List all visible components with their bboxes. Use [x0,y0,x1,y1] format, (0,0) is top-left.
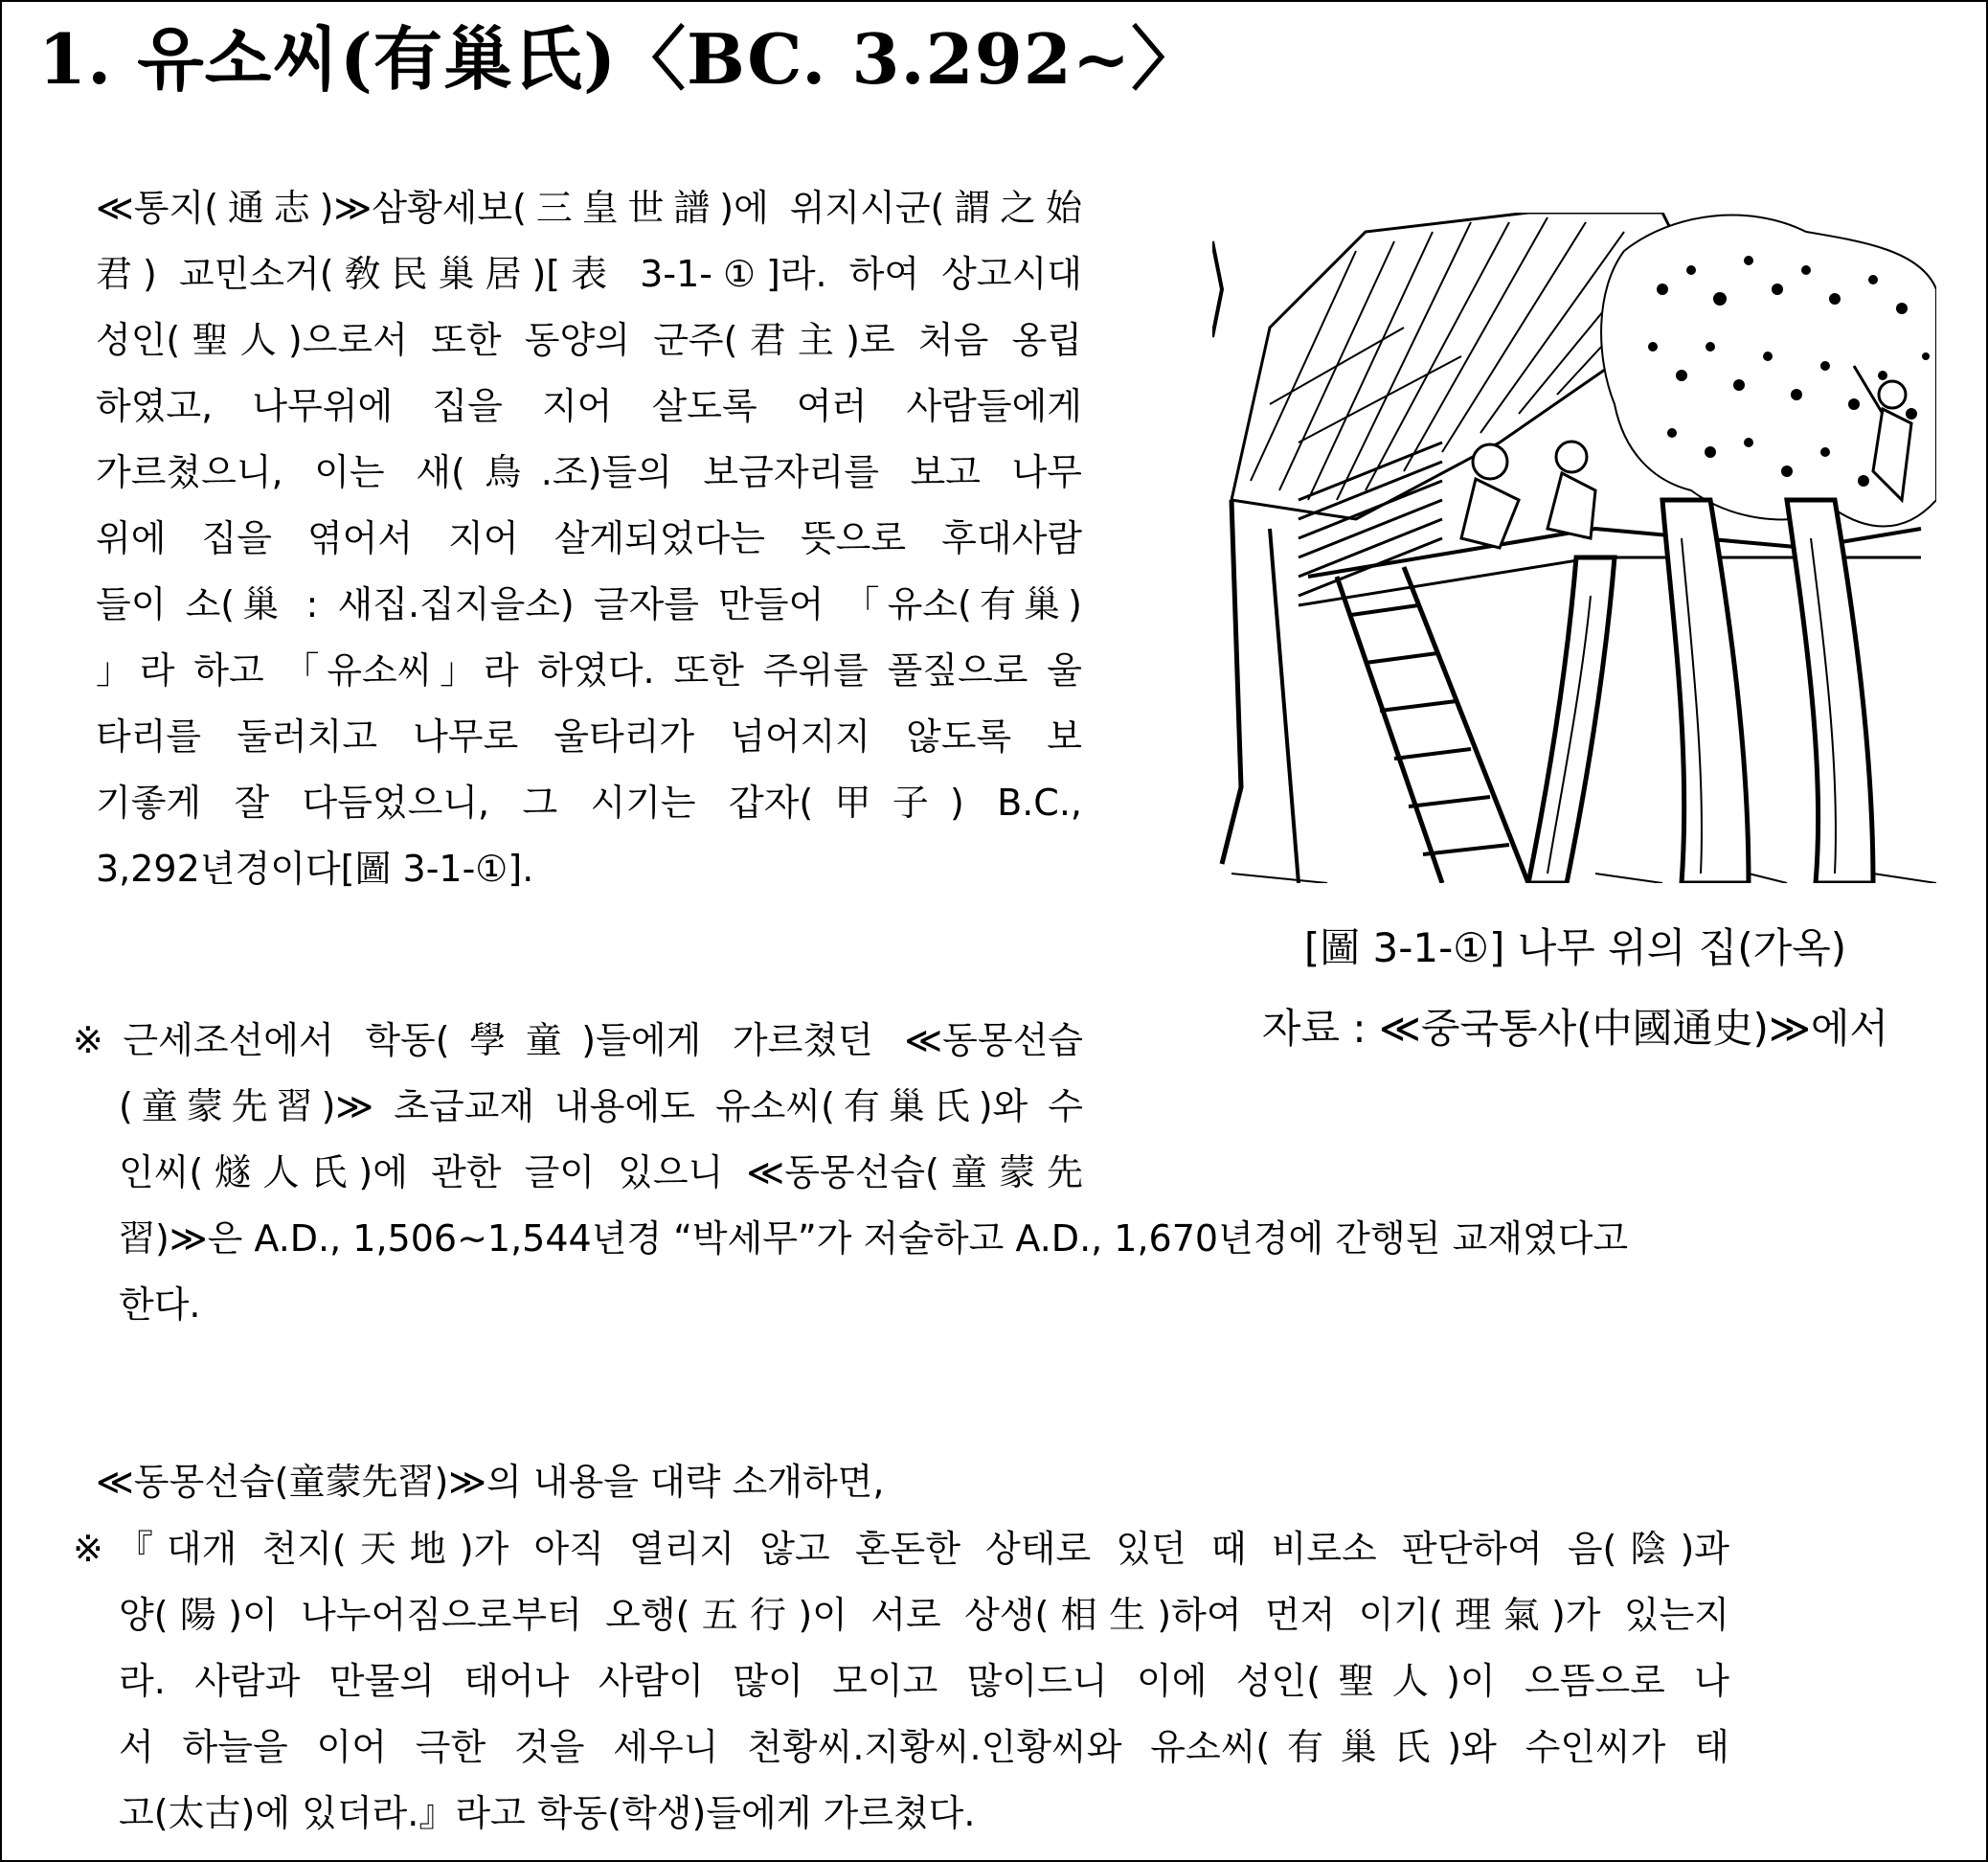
quote-line: 고(太古)에 있더라.』라고 학동(학생)들에게 가르쳤다. [119,1792,976,1834]
note-line: 習)≫은 A.D., 1,506∼1,544년경 “박세무”가 저술하고 A.D., 1,670년경에 간행된 교재였다고 [119,1217,1629,1260]
paragraph-line: 가르쳤으니, 이는 새(鳥.조)들의 보금자리를 보고 나무 [96,451,1082,493]
paragraph-line: 위에 집을 엮어서 지어 살게되었다는 뜻으로 후대사람 [96,517,1082,559]
intro-text: ≪동몽선습(童蒙先習)≫의 내용을 대략 소개하면, [96,1461,885,1503]
paragraph-line: 기좋게 잘 다듬었으니, 그 시기는 갑자(甲子) B.C., [96,782,1082,824]
figure-source: 자료 : ≪중국통사(中國通史)≫에서 [1261,1005,1889,1052]
section-title: 1. 유소씨(有巢氏)〈BC. 3.292∼〉 [38,18,1202,100]
note-line: 한다. [119,1283,201,1326]
paragraph-line: 들이 소(巢 : 새집.집지을소) 글자를 만들어 「유소(有巢) [96,583,1082,625]
intro-line [96,1449,884,1515]
note-line: ※근세조선에서 학동(學童)들에게 가르쳤던 ≪동몽선습 [73,1019,1083,1061]
figure-caption: [圖 3-1-①] 나무 위의 집(가옥) [1303,924,1847,971]
paragraph-line: 타리를 둘러치고 나무로 울타리가 넘어지지 않도록 보 [96,715,1082,758]
quote-line: ※『대개 천지(天地)가 아직 열리지 않고 혼돈한 상태로 있던 때 비로소 판단하여 음(陰)과 [73,1528,1729,1570]
paragraph-line: 君) 교민소거(敎民巢居)[表 3-1-①]라. 하여 상고시대 [96,253,1082,295]
quote-line: 서 하늘을 이어 극한 것을 세우니 천황씨.지황씨.인황씨와 유소씨(有巢氏)와 수인씨가 태 [119,1726,1729,1768]
note-paragraph [73,1008,1739,1338]
treehouse-illustration [1212,213,1936,883]
main-paragraph [96,175,1082,902]
paragraph-line: 」라 하고 「유소씨」라 하였다. 또한 주위를 풀짚으로 울 [96,649,1082,692]
quote-paragraph [73,1516,1729,1847]
quote-line: 라. 사람과 만물의 태어나 사람이 많이 모이고 많이드니 이에 성인(聖人)이 으뜸으로 나 [119,1660,1729,1702]
paragraph-line: ≪통지(通志)≫삼황세보(三皇世譜)에 위지시군(謂之始 [96,187,1082,229]
note-line: 인씨(燧人氏)에 관한 글이 있으니 ≪동몽선습(童蒙先 [119,1151,1083,1193]
paragraph-line: 하였고, 나무위에 집을 지어 살도록 여러 사람들에게 [96,385,1082,427]
note-line: (童蒙先習)≫ 초급교재 내용에도 유소씨(有巢氏)와 수 [119,1085,1083,1127]
paragraph-line: 성인(聖人)으로서 또한 동양의 군주(君主)로 처음 옹립 [96,319,1082,361]
paragraph-line: 3,292년경이다[圖 3-1-①]. [96,848,534,890]
quote-line: 양(陽)이 나누어짐으로부터 오행(五行)이 서로 상생(相生)하여 먼저 이기(理氣)가 있는지 [119,1594,1729,1636]
